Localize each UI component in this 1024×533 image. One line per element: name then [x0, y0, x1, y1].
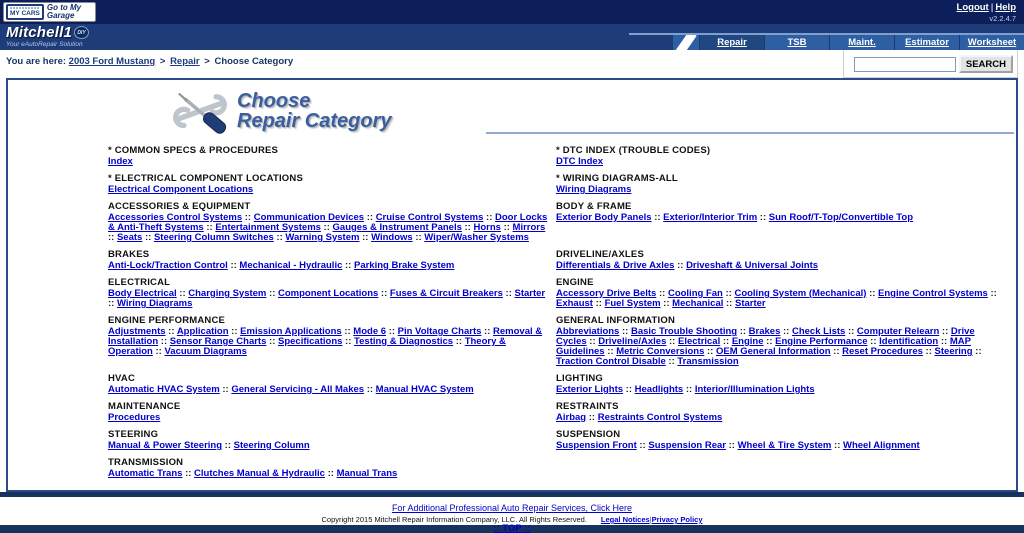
category-heading: ENGINE	[556, 277, 594, 288]
module-tabs	[673, 35, 1024, 50]
link-separator: ::	[586, 336, 599, 347]
category-link-accessory-drive-belts[interactable]: Accessory Drive Belts	[556, 288, 657, 299]
category-heading: ACCESSORIES & EQUIPMENT	[108, 201, 251, 212]
link-separator: ::	[158, 336, 170, 347]
category-heading: * COMMON SPECS & PROCEDURES	[108, 145, 279, 156]
link-separator: ::	[830, 346, 843, 357]
link-separator: ::	[656, 288, 668, 299]
link-separator: ::	[502, 288, 515, 299]
category-link-starter[interactable]: Starter	[734, 298, 766, 309]
category-link-emission-applications[interactable]: Emission Applications	[240, 326, 342, 337]
link-divider: |	[990, 2, 994, 13]
link-separator: ::	[972, 346, 982, 357]
category-link-clutches-manual-hydraulic[interactable]: Clutches Manual & Hydraulic	[194, 468, 325, 479]
category-link-automatic-hvac-system[interactable]: Automatic HVAC System	[108, 384, 220, 395]
link-separator: ::	[592, 298, 605, 309]
category-cell	[556, 430, 1002, 458]
category-link-parking-brake-system[interactable]: Parking Brake System	[353, 260, 455, 271]
category-link-metric-conversions[interactable]: Metric Conversions	[616, 346, 705, 357]
category-links	[556, 327, 1002, 367]
link-separator: ::	[142, 232, 154, 243]
link-separator: ::	[704, 346, 716, 357]
category-links	[556, 261, 1002, 271]
link-separator: ::	[378, 288, 390, 299]
category-cell	[108, 402, 548, 430]
privacy-policy-link[interactable]: Privacy Policy	[651, 515, 703, 524]
tab-worksheet[interactable]: Worksheet	[959, 35, 1024, 50]
link-separator: ::	[651, 212, 664, 223]
my-cars-plate-icon: MY CARS	[6, 4, 44, 20]
link-separator: ::	[108, 232, 117, 243]
category-link-brakes[interactable]: Brakes	[748, 326, 781, 337]
link-separator: ::	[266, 288, 278, 299]
category-cell	[108, 202, 548, 250]
back-to-top-link[interactable]: :: TOP ::	[493, 523, 531, 533]
footer	[0, 497, 1024, 533]
category-link-cooling-system-mechanical[interactable]: Cooling System (Mechanical)	[734, 288, 867, 299]
category-link-identification[interactable]: Identification	[879, 336, 939, 347]
category-link-suspension-rear[interactable]: Suspension Rear	[648, 440, 726, 451]
mitchell1-logo	[6, 25, 89, 48]
category-links	[556, 157, 1002, 167]
link-separator: ::	[273, 232, 286, 243]
category-link-wheel-alignment[interactable]: Wheel Alignment	[843, 440, 920, 451]
tab-repair[interactable]: Repair	[699, 35, 764, 50]
category-links	[108, 261, 548, 271]
category-link-mirrors[interactable]: Mirrors	[512, 222, 546, 233]
top-bar	[0, 0, 1024, 24]
professional-services-link[interactable]: For Additional Professional Auto Repair Services, Click Here	[391, 503, 633, 513]
category-heading: ENGINE PERFORMANCE	[108, 315, 226, 326]
category-link-computer-relearn[interactable]: Computer Relearn	[856, 326, 940, 337]
category-link-general-servicing-all-makes[interactable]: General Servicing - All Makes	[231, 384, 365, 395]
category-section-engine-performance	[108, 316, 548, 357]
category-section-general-information	[556, 316, 1002, 367]
tabs-diagonal-decoration	[673, 35, 699, 50]
link-separator: ::	[866, 288, 879, 299]
category-link-pin-voltage-charts[interactable]: Pin Voltage Charts	[397, 326, 482, 337]
category-cell	[556, 458, 1002, 486]
choose-category-panel	[6, 78, 1018, 492]
category-section-lighting	[556, 374, 1002, 395]
link-separator: ::	[725, 440, 738, 451]
version-label: v2.2.4.7	[989, 14, 1016, 23]
category-link-exhaust[interactable]: Exhaust	[556, 298, 593, 309]
category-section-electrical-component-locations	[108, 174, 548, 195]
category-link-check-lists[interactable]: Check Lists	[791, 326, 846, 337]
breadcrumb-row	[0, 50, 1024, 78]
category-link-removal-installation[interactable]: Removal & Installation	[108, 326, 543, 347]
category-heading: MAINTENANCE	[108, 401, 181, 412]
link-separator: ::	[386, 326, 398, 337]
category-link-windows[interactable]: Windows	[371, 232, 413, 243]
tab-estimator[interactable]: Estimator	[894, 35, 959, 50]
link-separator: ::	[586, 412, 598, 423]
link-separator: ::	[845, 326, 857, 337]
search-button[interactable]: SEARCH	[959, 55, 1013, 73]
category-link-electrical[interactable]: Electrical	[677, 336, 721, 347]
category-cell	[108, 374, 548, 402]
link-separator: ::	[152, 346, 165, 357]
category-link-accessories-control-systems[interactable]: Accessories Control Systems	[108, 212, 243, 223]
category-links	[556, 289, 1002, 309]
category-heading: GENERAL INFORMATION	[556, 315, 676, 326]
category-link-adjustments[interactable]: Adjustments	[108, 326, 166, 337]
category-link-engine-control-systems[interactable]: Engine Control Systems	[878, 288, 988, 299]
panel-header	[8, 80, 1016, 144]
link-separator: ::	[666, 336, 678, 347]
category-cell	[556, 278, 1002, 316]
category-heading: SUSPENSION	[556, 429, 621, 440]
category-section-common-specs-procedures	[108, 146, 548, 167]
link-separator: ::	[604, 346, 617, 357]
link-separator: ::	[867, 336, 880, 347]
category-link-automatic-trans[interactable]: Automatic Trans	[108, 468, 183, 479]
category-link-charging-system[interactable]: Charging System	[188, 288, 267, 299]
category-grid	[8, 144, 1016, 486]
link-separator: ::	[364, 384, 376, 395]
category-link-steering[interactable]: Steering	[934, 346, 973, 357]
category-section-dtc-index-trouble-codes	[556, 146, 1002, 167]
category-links	[108, 289, 548, 309]
category-link-application[interactable]: Application	[176, 326, 229, 337]
category-links	[108, 185, 548, 195]
category-link-door-locks-anti-theft-systems[interactable]: Door Locks & Anti-Theft Systems	[108, 212, 548, 233]
link-separator: ::	[324, 468, 337, 479]
category-section-wiring-diagrams-all	[556, 174, 1002, 195]
category-link-starter[interactable]: Starter	[514, 288, 546, 299]
category-heading: BRAKES	[108, 249, 150, 260]
category-cell	[108, 458, 548, 486]
category-section-brakes	[108, 250, 548, 271]
category-heading: LIGHTING	[556, 373, 603, 384]
link-separator: ::	[780, 326, 792, 337]
link-separator: ::	[831, 440, 843, 451]
link-separator: ::	[219, 384, 232, 395]
copyright-text: Copyright 2015 Mitchell Repair Information Company, LLC. All Rights Reserved.	[321, 515, 587, 524]
category-cell	[108, 278, 548, 316]
category-link-engine-performance[interactable]: Engine Performance	[775, 336, 868, 347]
category-heading: ELECTRICAL	[108, 277, 171, 288]
category-links	[108, 413, 548, 423]
category-heading: RESTRAINTS	[556, 401, 619, 412]
category-section-maintenance	[108, 402, 548, 423]
link-separator: ::	[266, 336, 278, 347]
category-section-accessories-equipment	[108, 202, 548, 243]
link-separator: ::	[341, 326, 354, 337]
logout-link[interactable]: Logout	[956, 2, 989, 13]
link-separator: ::	[176, 288, 189, 299]
category-section-body-frame	[556, 202, 1002, 223]
category-section-driveline-axles	[556, 250, 1002, 271]
category-links	[556, 385, 1002, 395]
category-heading: DRIVELINE/AXLES	[556, 249, 644, 260]
link-separator: ::	[763, 336, 776, 347]
breadcrumb-prefix: You are here:	[6, 56, 67, 67]
go-to-my-garage-label: Go to My Garage	[46, 3, 82, 20]
category-cell	[556, 316, 1002, 374]
link-separator: ::	[242, 212, 254, 223]
category-link-manual-power-steering[interactable]: Manual & Power Steering	[108, 440, 223, 451]
link-separator: ::	[222, 440, 234, 451]
category-link-exterior-body-panels[interactable]: Exterior Body Panels	[556, 212, 652, 223]
brand-bar	[0, 24, 1024, 50]
link-separator: ::	[683, 384, 695, 395]
brand-wordmark: Mitchell1	[6, 24, 72, 41]
category-link-communication-devices[interactable]: Communication Devices	[253, 212, 365, 223]
category-link-steering-column-switches[interactable]: Steering Column Switches	[153, 232, 274, 243]
link-separator: ::	[108, 298, 117, 309]
category-link-vacuum-diagrams[interactable]: Vacuum Diagrams	[164, 346, 247, 357]
category-link-exterior-interior-trim[interactable]: Exterior/Interior Trim	[663, 212, 758, 223]
tab-tsb[interactable]: TSB	[764, 35, 829, 50]
link-separator: ::	[623, 384, 635, 395]
category-link-suspension-front[interactable]: Suspension Front	[556, 440, 637, 451]
category-cell	[556, 202, 1002, 250]
link-separator: ::	[674, 260, 687, 271]
breadcrumb-separator: >	[201, 56, 213, 67]
category-section-electrical	[108, 278, 548, 309]
category-link-abbreviations[interactable]: Abbreviations	[556, 326, 620, 337]
category-heading: * WIRING DIAGRAMS-ALL	[556, 173, 678, 184]
link-separator: ::	[342, 336, 355, 347]
link-separator: ::	[660, 298, 673, 309]
category-link-oem-general-information[interactable]: OEM General Information	[715, 346, 831, 357]
link-separator: ::	[165, 326, 177, 337]
category-cell	[108, 146, 548, 174]
category-link-index[interactable]: Index	[108, 156, 133, 167]
category-heading: * ELECTRICAL COMPONENT LOCATIONS	[108, 173, 303, 184]
category-links	[108, 213, 548, 243]
category-section-steering	[108, 430, 548, 451]
category-link-specifications[interactable]: Specifications	[278, 336, 343, 347]
category-heading: BODY & FRAME	[556, 201, 632, 212]
category-link-sun-roof-t-top-convertible-top[interactable]: Sun Roof/T-Top/Convertible Top	[768, 212, 914, 223]
category-heading: STEERING	[108, 429, 159, 440]
page-title: Choose Repair Category	[237, 90, 392, 132]
category-link-map-guidelines[interactable]: MAP Guidelines	[556, 336, 971, 357]
category-link-seats[interactable]: Seats	[116, 232, 143, 243]
category-link-steering-column[interactable]: Steering Column	[233, 440, 310, 451]
category-heading: HVAC	[108, 373, 136, 384]
category-link-driveline-axles[interactable]: Driveline/Axles	[598, 336, 667, 347]
category-link-manual-hvac-system[interactable]: Manual HVAC System	[375, 384, 474, 395]
breadcrumb-separator: >	[157, 56, 169, 67]
category-link-wiper-washer-systems[interactable]: Wiper/Washer Systems	[424, 232, 529, 243]
category-cell	[556, 146, 1002, 174]
category-link-component-locations[interactable]: Component Locations	[278, 288, 379, 299]
legal-notices-link[interactable]: Legal Notices	[600, 515, 650, 524]
category-cell	[556, 374, 1002, 402]
category-links	[556, 413, 1002, 423]
category-links	[108, 441, 548, 451]
link-separator: ::	[228, 326, 241, 337]
link-separator: ::	[987, 288, 997, 299]
link-separator: ::	[227, 260, 240, 271]
link-separator: ::	[938, 336, 950, 347]
category-cell	[108, 316, 548, 374]
crossed-tools-icon	[166, 88, 234, 136]
category-link-mode-6[interactable]: Mode 6	[353, 326, 387, 337]
category-link-driveshaft-universal-joints[interactable]: Driveshaft & Universal Joints	[686, 260, 819, 271]
link-separator: ::	[722, 288, 735, 299]
category-link-mechanical[interactable]: Mechanical	[672, 298, 724, 309]
category-link-restraints-control-systems[interactable]: Restraints Control Systems	[597, 412, 723, 423]
category-link-anti-lock-traction-control[interactable]: Anti-Lock/Traction Control	[108, 260, 228, 271]
category-links	[108, 385, 548, 395]
tab-maint[interactable]: Maint.	[829, 35, 894, 50]
category-link-manual-trans[interactable]: Manual Trans	[336, 468, 398, 479]
link-separator: ::	[342, 260, 354, 271]
link-separator: ::	[182, 468, 195, 479]
link-separator: ::	[320, 222, 333, 233]
category-link-testing-diagnostics[interactable]: Testing & Diagnostics	[354, 336, 454, 347]
diy-badge-icon: DIY	[74, 26, 89, 39]
category-section-transmission	[108, 458, 548, 479]
category-cell	[108, 250, 548, 278]
category-cell	[108, 430, 548, 458]
link-separator: ::	[483, 212, 495, 223]
help-link[interactable]: Help	[995, 2, 1016, 13]
header-divider	[486, 132, 1014, 134]
link-separator: ::	[453, 336, 465, 347]
category-cell	[556, 250, 1002, 278]
breadcrumb-item-repair[interactable]: Repair	[170, 56, 200, 67]
link-separator: ::	[720, 336, 732, 347]
category-link-wiring-diagrams[interactable]: Wiring Diagrams	[556, 184, 632, 195]
category-links	[108, 157, 548, 167]
category-link-differentials-drive-axles[interactable]: Differentials & Drive Axles	[556, 260, 675, 271]
category-link-basic-trouble-shooting[interactable]: Basic Trouble Shooting	[630, 326, 738, 337]
category-link-cooling-fan[interactable]: Cooling Fan	[667, 288, 723, 299]
category-link-sensor-range-charts[interactable]: Sensor Range Charts	[169, 336, 267, 347]
category-link-body-electrical[interactable]: Body Electrical	[108, 288, 177, 299]
category-heading: TRANSMISSION	[108, 457, 184, 468]
category-link-interior-illumination-lights[interactable]: Interior/Illumination Lights	[694, 384, 815, 395]
category-section-suspension	[556, 430, 1002, 451]
category-links	[556, 185, 1002, 195]
category-section-restraints	[556, 402, 1002, 423]
category-link-entertainment-systems[interactable]: Entertainment Systems	[215, 222, 321, 233]
category-links	[108, 469, 548, 479]
link-separator: ::	[737, 326, 749, 337]
link-separator: ::	[203, 222, 216, 233]
category-link-electrical-component-locations[interactable]: Electrical Component Locations	[108, 184, 254, 195]
link-separator: ::	[619, 326, 631, 337]
link-separator: ::	[757, 212, 769, 223]
category-link-engine[interactable]: Engine	[731, 336, 764, 347]
category-cell	[108, 174, 548, 202]
category-cell	[556, 174, 1002, 202]
go-to-my-garage-button[interactable]	[3, 2, 96, 22]
category-link-theory-operation[interactable]: Theory & Operation	[108, 336, 506, 357]
category-links	[556, 213, 1002, 223]
category-cell	[556, 402, 1002, 430]
category-links	[556, 441, 1002, 451]
category-link-wiring-diagrams[interactable]: Wiring Diagrams	[116, 298, 193, 309]
breadcrumb-item-2003-ford-mustang[interactable]: 2003 Ford Mustang	[68, 56, 156, 67]
category-heading: * DTC INDEX (TROUBLE CODES)	[556, 145, 711, 156]
category-link-drive-cycles[interactable]: Drive Cycles	[556, 326, 975, 347]
category-link-procedures[interactable]: Procedures	[108, 412, 161, 423]
category-link-horns[interactable]: Horns	[473, 222, 501, 233]
footer-link-divider: |	[649, 515, 652, 524]
category-link-fuses-circuit-breakers[interactable]: Fuses & Circuit Breakers	[389, 288, 503, 299]
category-link-gauges-instrument-panels[interactable]: Gauges & Instrument Panels	[332, 222, 462, 233]
link-separator: ::	[412, 232, 425, 243]
category-section-hvac	[108, 374, 548, 395]
link-separator: ::	[665, 356, 678, 367]
search-box	[843, 50, 1018, 78]
category-link-reset-procedures[interactable]: Reset Procedures	[842, 346, 923, 357]
link-separator: ::	[461, 222, 474, 233]
category-link-dtc-index[interactable]: DTC Index	[556, 156, 603, 167]
link-separator: ::	[636, 440, 649, 451]
category-link-wheel-tire-system[interactable]: Wheel & Tire System	[737, 440, 832, 451]
link-separator: ::	[359, 232, 372, 243]
session-links	[957, 2, 1016, 23]
category-link-cruise-control-systems[interactable]: Cruise Control Systems	[375, 212, 484, 223]
category-link-exterior-lights[interactable]: Exterior Lights	[556, 384, 624, 395]
category-links	[108, 327, 548, 357]
link-separator: ::	[939, 326, 951, 337]
category-link-mechanical-hydraulic[interactable]: Mechanical - Hydraulic	[239, 260, 343, 271]
category-link-transmission[interactable]: Transmission	[677, 356, 739, 367]
link-separator: ::	[723, 298, 735, 309]
category-section-engine	[556, 278, 1002, 309]
breadcrumb-item-choose-category: Choose Category	[214, 56, 294, 67]
link-separator: ::	[364, 212, 376, 223]
category-link-headlights[interactable]: Headlights	[634, 384, 684, 395]
category-link-airbag[interactable]: Airbag	[556, 412, 587, 423]
category-link-traction-control-disable[interactable]: Traction Control Disable	[556, 356, 666, 367]
link-separator: ::	[500, 222, 513, 233]
link-separator: ::	[922, 346, 935, 357]
category-link-fuel-system[interactable]: Fuel System	[604, 298, 661, 309]
link-separator: ::	[481, 326, 494, 337]
brand-tagline: Your eAutoRepair Solution	[6, 41, 83, 48]
category-link-warning-system[interactable]: Warning System	[285, 232, 360, 243]
search-input[interactable]	[854, 57, 956, 72]
